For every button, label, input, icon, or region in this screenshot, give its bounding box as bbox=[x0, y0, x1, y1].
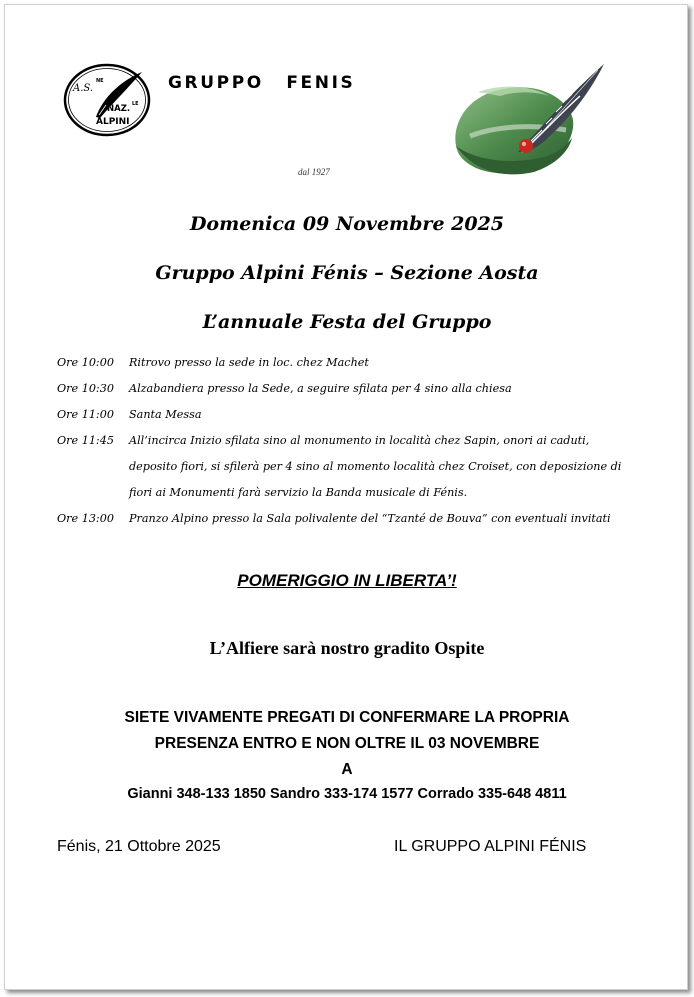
org-name: GRUPPO FENIS bbox=[168, 73, 356, 93]
logo-text-naz: NAZ. bbox=[107, 104, 131, 114]
program-item bbox=[57, 402, 637, 428]
guest-notice: L’Alfiere sarà nostro gradito Ospite bbox=[209, 638, 485, 658]
event-program bbox=[57, 350, 637, 532]
group-heading: Gruppo Alpini Fénis – Sezione Aosta bbox=[155, 262, 539, 284]
program-time: Ore 13:00 bbox=[57, 512, 114, 525]
alpine-hat-icon bbox=[448, 62, 616, 180]
afternoon-free-notice: POMERIGGIO IN LIBERTA’! bbox=[237, 571, 457, 590]
ana-logo bbox=[62, 62, 152, 138]
program-item bbox=[57, 350, 637, 376]
rsvp-notice bbox=[0, 705, 694, 783]
logo-text-alpini: ALPINI bbox=[96, 117, 130, 127]
program-item bbox=[57, 506, 637, 532]
signature: IL GRUPPO ALPINI FÉNIS bbox=[394, 838, 587, 855]
contact-numbers: Gianni 348-133 1850 Sandro 333-174 1577 Corrado 335-648 4811 bbox=[127, 786, 567, 802]
place-date: Fénis, 21 Ottobre 2025 bbox=[57, 838, 221, 855]
program-item bbox=[57, 428, 637, 506]
logo-text-ne: NE bbox=[96, 78, 104, 84]
program-time: Ore 11:45 bbox=[57, 434, 114, 447]
rsvp-line-1: SIETE VIVAMENTE PREGATI DI CONFERMARE LA PROPRIA bbox=[124, 709, 570, 726]
event-date-heading: Domenica 09 Novembre 2025 bbox=[189, 213, 505, 235]
event-title-heading: L’annuale Festa del Gruppo bbox=[202, 311, 492, 333]
program-text: Santa Messa bbox=[129, 408, 202, 421]
program-text: Ritrovo presso la sede in loc. chez Machet bbox=[129, 356, 369, 369]
program-text: All’incirca Inizio sfilata sino al monumento in località chez Sapin, onori ai caduti, deposito fiori, si sfilerà per 4 sino al momento località chez Croiset, con deposizione di fiori ai Monumenti farà servizio la Banda musicale di Fénis. bbox=[129, 434, 622, 499]
program-text: Pranzo Alpino presso la Sala polivalente del “Tzanté de Bouva” con eventuali invitati bbox=[129, 512, 611, 525]
founded-year: dal 1927 bbox=[298, 167, 330, 177]
rsvp-line-3: A bbox=[341, 761, 353, 778]
logo-text-as: A.S. bbox=[73, 83, 94, 94]
program-time: Ore 10:00 bbox=[57, 356, 114, 369]
rsvp-line-2: PRESENZA ENTRO E NON OLTRE IL 03 NOVEMBRE bbox=[154, 735, 540, 752]
program-item bbox=[57, 376, 637, 402]
program-text: Alzabandiera presso la Sede, a seguire sfilata per 4 sino alla chiesa bbox=[129, 382, 512, 395]
program-time: Ore 11:00 bbox=[57, 408, 114, 421]
program-time: Ore 10:30 bbox=[57, 382, 114, 395]
logo-text-le: LE bbox=[132, 101, 139, 107]
